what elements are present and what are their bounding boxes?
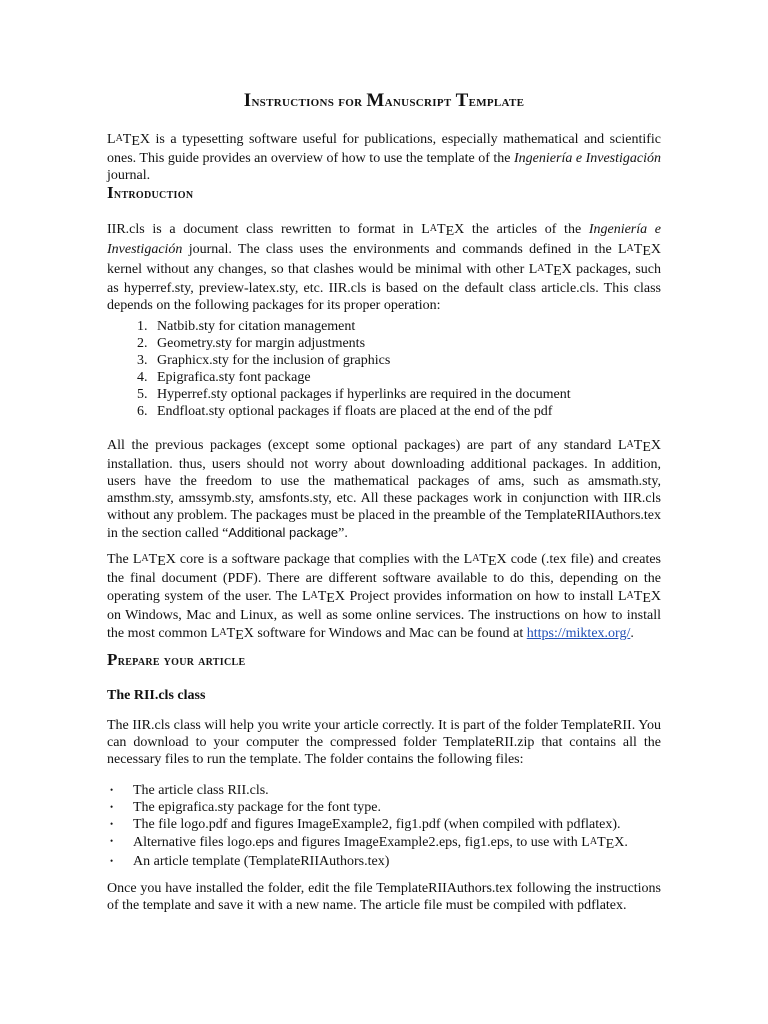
class-paragraph: IIR.cls is a document class rewritten to format in LATEX the articles of the Ingeniería e Investigación journal. The class uses the environments and commands defined in the LATEX kernel without any changes, so that clashes would be minimal with other LATEX packages, such as hyperref.sty, preview-latex.sty, etc. IIR.cls is based on the default class article.cls. This class depends on the following packages for its proper operation:	[107, 222, 662, 313]
latex-logo: LATEX	[581, 835, 625, 852]
latex-logo: LATEX	[528, 262, 572, 279]
latex-logo: LATEX	[421, 222, 465, 239]
section-heading-introduction: Introduction	[107, 183, 194, 202]
list-item: 1. Natbib.sty for citation management	[151, 318, 705, 335]
list-item: 5. Hyperref.sty optional packages if hyperlinks are required in the document	[151, 386, 705, 403]
list-item: 6. Endfloat.sty optional packages if floats are placed at the end of the pdf	[151, 403, 705, 420]
list-item: • An article template (TemplateRIIAuthors.tex)	[110, 854, 390, 869]
packages-list	[107, 318, 705, 420]
section-heading-prepare: Prepare your article	[107, 650, 246, 669]
list-item: 4. Epigrafica.sty font package	[151, 369, 705, 386]
latex-logo: LATEX	[617, 438, 661, 455]
list-item: 2. Geometry.sty for margin adjustments	[151, 335, 705, 352]
intro-paragraph: LATEX is a typesetting software useful for publications, especially mathematical and scientific ones. This guide provides an overview of how to use the template of the Ingeniería e Investigación journal.	[107, 132, 661, 183]
latex-logo: LATEX	[132, 552, 176, 569]
list-item: • The file logo.pdf and figures ImageExample2, fig1.pdf (when compiled with pdflatex).	[110, 817, 621, 832]
page-title: Instructions for Manuscript Template	[243, 90, 525, 111]
list-item: • Alternative files logo.eps and figures ImageExample2.eps, fig1.eps, to use with LATEX.	[110, 835, 628, 852]
miktex-link[interactable]: https://miktex.org/	[526, 626, 631, 641]
files-list	[107, 782, 661, 870]
list-item: • The article class RII.cls.	[110, 783, 269, 798]
latex-logo: LATEX	[617, 242, 661, 259]
latex-logo: LATEX	[617, 589, 662, 606]
latex-logo: LATEX	[107, 132, 151, 149]
packages-paragraph: All the previous packages (except some optional packages) are part of any standard LATEX installation. thus, users should not worry about downloading additional packages. In addition, users have the freedom to use the mathematical packages of ams, such as amsmath.sty, amsthm.sty, amssymb.sty, amsfonts.sty, etc. All these packages work in conjunction with IIR.cls without any problem. The packages must be placed in the preamble of the TemplateRIIAuthors.tex in the section called “Additional package”.	[107, 438, 661, 541]
core-paragraph: The LATEX core is a software package that complies with the LATEX code (.tex file) and creates the final document (PDF). There are different software available to do this, depending on the operating system of the user. The LATEX Project provides information on how to install LATEX on Windows, Mac and Linux, as well as some online services. The instructions on how to install the most common LATEX software for Windows and Mac can be found at https://miktex.org/.	[107, 552, 662, 643]
subsection-heading: The RII.cls class	[107, 688, 206, 703]
final-paragraph: Once you have installed the folder, edit the file TemplateRIIAuthors.tex following the instructions of the template and save it with a new name. The article file must be compiled with pdflatex.	[107, 881, 661, 913]
list-item: 3. Graphicx.sty for the inclusion of graphics	[151, 352, 705, 369]
latex-logo: LATEX	[463, 552, 507, 569]
list-item: • The epigrafica.sty package for the font type.	[110, 800, 382, 815]
rii-paragraph: The IIR.cls class will help you write your article correctly. It is part of the folder TemplateRII. You can download to your computer the compressed folder TemplateRII.zip that contains all the necessary files to run the template. The folder contains the following files:	[107, 718, 661, 767]
latex-logo: LATEX	[301, 589, 345, 606]
latex-logo: LATEX	[210, 626, 254, 643]
